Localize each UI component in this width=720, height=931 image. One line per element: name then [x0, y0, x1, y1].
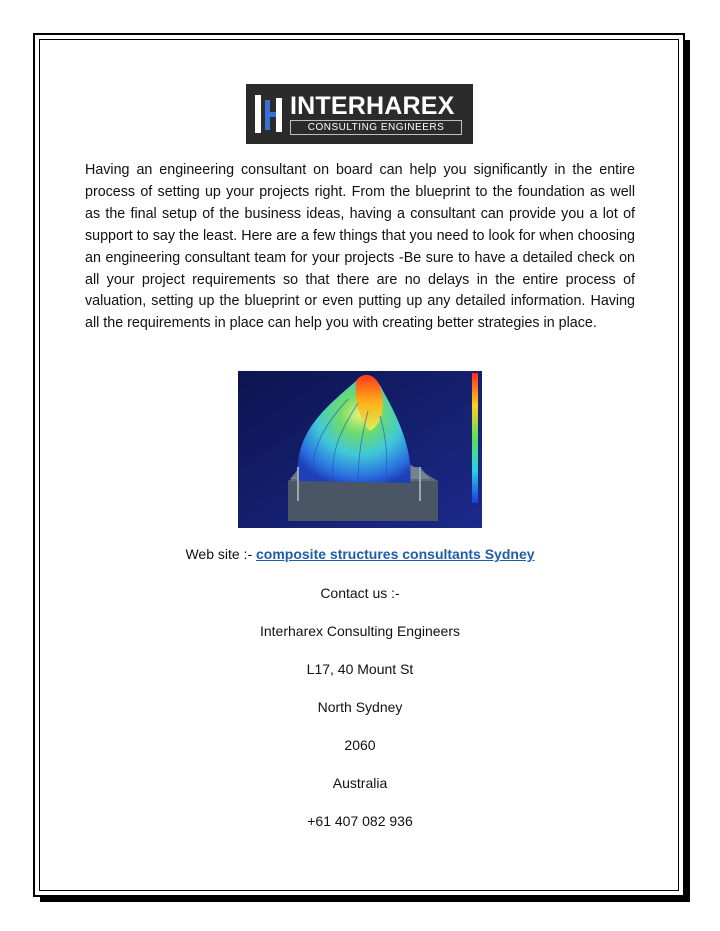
contact-country: Australia: [332, 775, 388, 791]
logo-title: INTERHAREX: [290, 92, 455, 120]
logo-mark-icon: [254, 94, 286, 134]
logo-subtitle: CONSULTING ENGINEERS: [290, 120, 462, 135]
website-label: Web site :-: [185, 546, 256, 562]
contact-heading: Contact us :-: [320, 585, 400, 601]
company-logo: [246, 84, 473, 144]
contact-street: L17, 40 Mount St: [306, 661, 414, 677]
contact-phone: +61 407 082 936: [307, 813, 413, 829]
fea-dome-illustration: [238, 371, 482, 528]
website-line: [0, 546, 720, 562]
website-link[interactable]: composite structures consultants Sydney: [256, 546, 535, 562]
contact-postcode: 2060: [344, 737, 376, 753]
intro-paragraph: Having an engineering consultant on board can help you significantly in the entire process of setting up your projects right. From the blueprint to the foundation as well as the final setup of the business ideas, having a consultant can provide you a lot of support to say the least. Here are a few things that you need to look for when choosing an engineering consultant team for your projects -Be sure to have a detailed check on all your project requirements so that there are no delays in the entire process of valuation, setting up the blueprint or even putting up any detailed information. Having all the requirements in place can help you with creating better strategies in place.: [85, 162, 635, 332]
contact-suburb: North Sydney: [317, 699, 403, 715]
fea-dome-image: [238, 371, 482, 528]
contact-company: Interharex Consulting Engineers: [259, 623, 460, 639]
